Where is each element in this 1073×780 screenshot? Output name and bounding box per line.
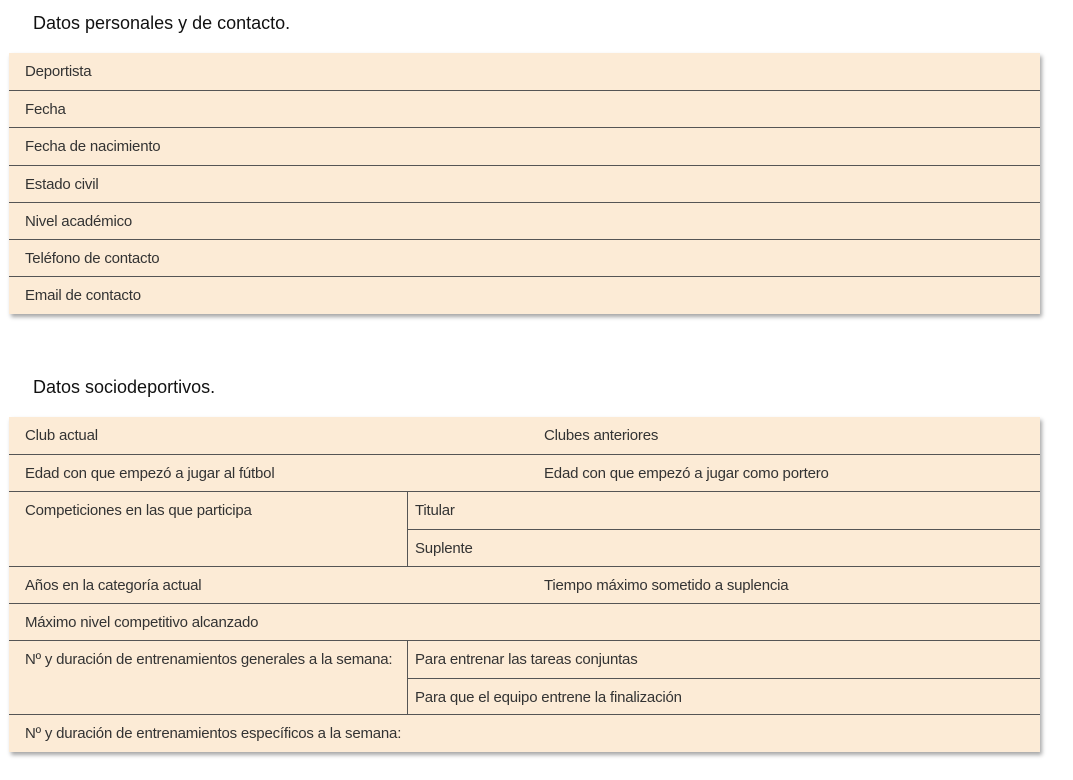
label-club-actual: Club actual [25, 427, 98, 444]
label-competiciones: Competiciones en las que participa [25, 502, 252, 519]
label-titular: Titular [415, 502, 455, 519]
label-anos-categoria: Años en la categoría actual [25, 576, 202, 594]
table-row [9, 91, 1040, 128]
table-row [9, 240, 1040, 277]
sports-data-table [9, 417, 1040, 752]
row-label-telefono: Teléfono de contacto [25, 249, 160, 267]
personal-data-table [9, 53, 1040, 314]
table-row [9, 277, 1040, 314]
table-row [9, 455, 1040, 492]
label-maximo-nivel: Máximo nivel competitivo alcanzado [25, 613, 259, 631]
row-label-email: Email de contacto [25, 287, 141, 304]
label-entrenamientos-generales: Nº y duración de entrenamientos generales a la semana: [25, 651, 393, 668]
table-row [9, 203, 1040, 240]
table-row [9, 128, 1040, 166]
label-tareas-conjuntas: Para entrenar las tareas conjuntas [415, 651, 638, 668]
table-row [9, 715, 1040, 752]
label-edad-futbol: Edad con que empezó a jugar al fútbol [25, 464, 275, 482]
label-entrenamientos-especificos: Nº y duración de entrenamientos específicos a la semana: [25, 725, 402, 742]
table-row [9, 604, 1040, 641]
row-label-nivel-academico: Nivel académico [25, 212, 133, 230]
section-title-sociodeportivos: Datos sociodeportivos. [33, 377, 216, 397]
table-row [9, 567, 1040, 604]
label-tiempo-suplencia: Tiempo máximo sometido a suplencia [544, 576, 789, 594]
label-suplente: Suplente [415, 540, 473, 557]
label-clubes-anteriores: Clubes anteriores [544, 427, 659, 444]
row-label-deportista: Deportista [25, 63, 92, 80]
table-row [9, 166, 1040, 203]
row-label-fecha: Fecha [25, 100, 66, 118]
table-row [9, 53, 1040, 91]
table-row [9, 417, 1040, 455]
sub-row-divider [408, 529, 1040, 530]
row-label-fecha-nacimiento: Fecha de nacimiento [25, 138, 161, 155]
label-finalizacion: Para que el equipo entrene la finalización [415, 688, 682, 706]
row-label-estado-civil: Estado civil [25, 175, 99, 193]
section-title-personal: Datos personales y de contacto. [33, 13, 291, 33]
label-edad-portero: Edad con que empezó a jugar como portero [544, 464, 829, 482]
